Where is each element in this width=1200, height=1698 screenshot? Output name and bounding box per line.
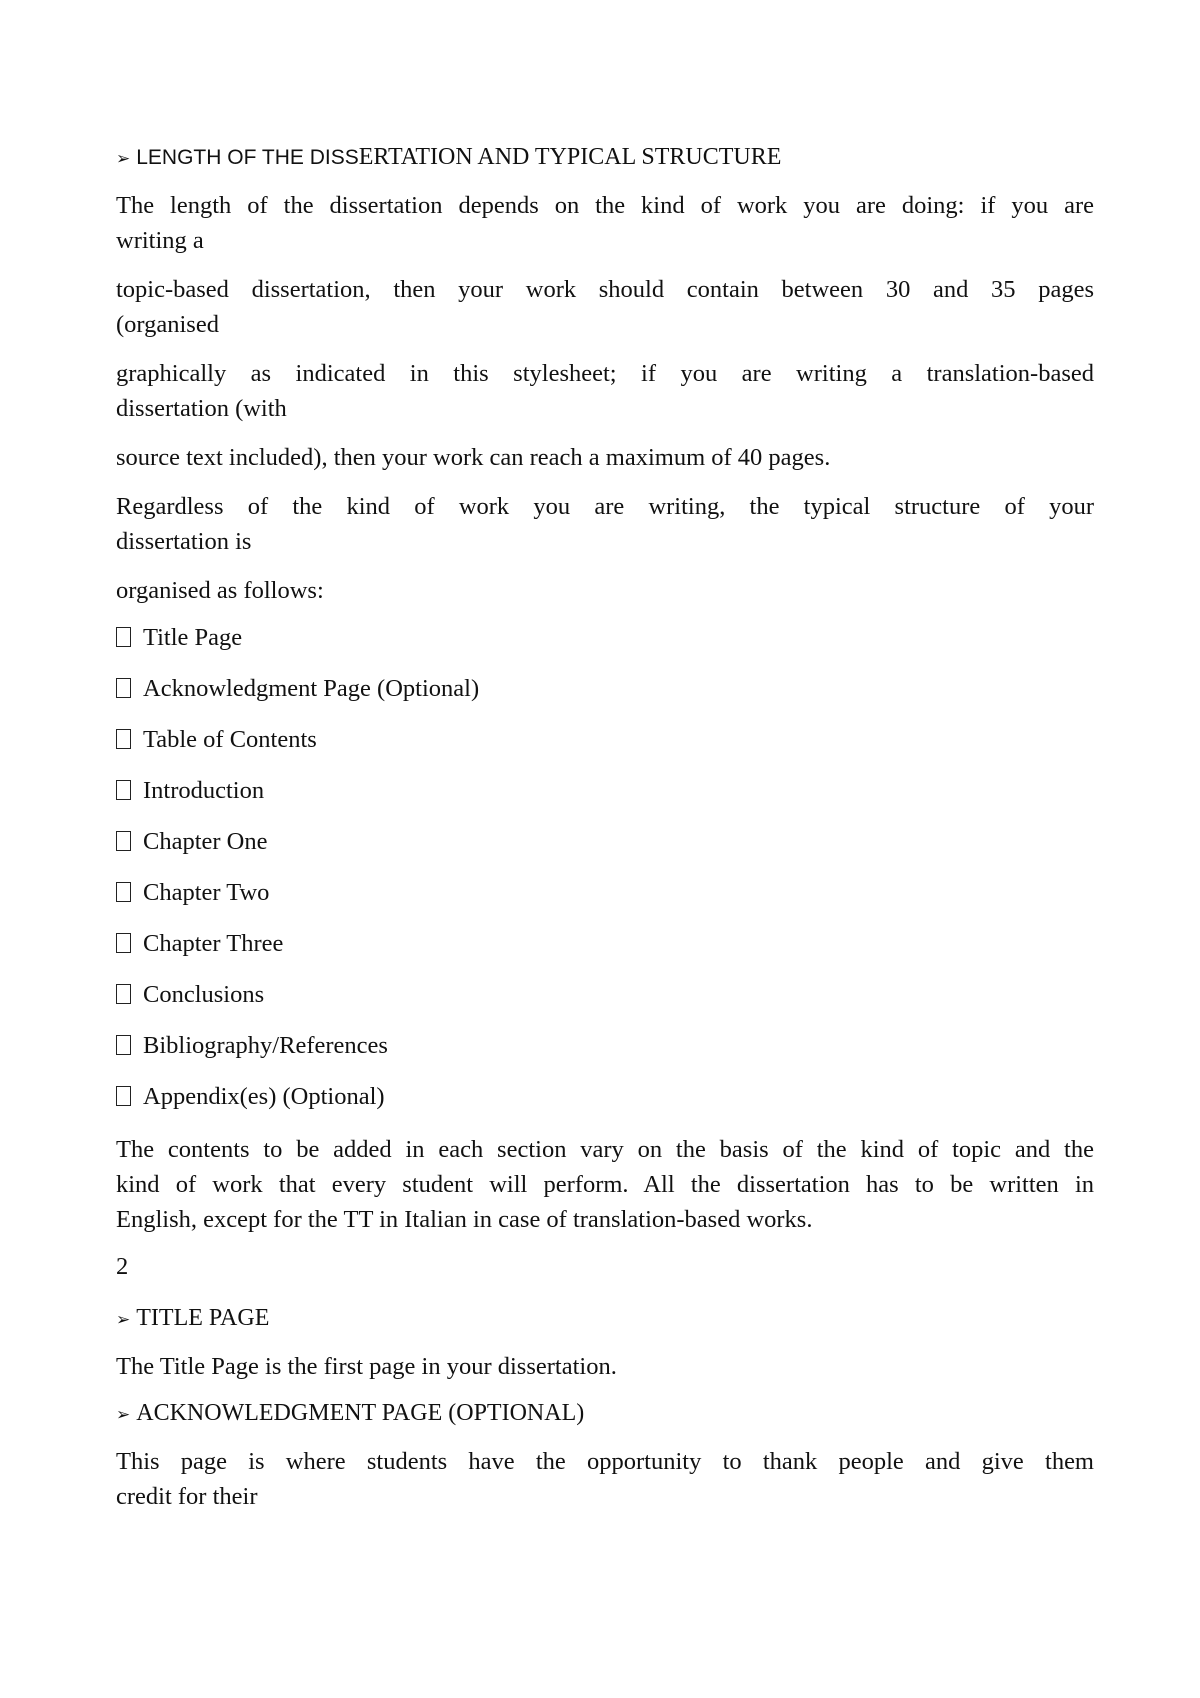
structure-list-item <box>116 979 1094 1010</box>
checkbox-bullet-icon <box>116 831 131 851</box>
paragraph-length-5 <box>116 489 1094 559</box>
heading-text: TITLE PAGE <box>136 1305 270 1331</box>
checkbox-bullet-icon <box>116 780 131 800</box>
paragraph-length-3 <box>116 356 1094 426</box>
checkbox-bullet-icon <box>116 729 131 749</box>
paragraph-length-6: organised as follows: <box>116 577 324 604</box>
structure-item-label: Chapter Two <box>143 879 270 906</box>
structure-list-item <box>116 877 1094 908</box>
paragraph-line: (organised <box>116 311 219 338</box>
paragraph-line: credit for their <box>116 1483 258 1510</box>
section-heading-length <box>116 142 1094 175</box>
structure-list-item <box>116 673 1094 704</box>
structure-list-item <box>116 622 1094 653</box>
heading-text: ACKNOWLEDGMENT PAGE (OPTIONAL) <box>136 1400 585 1426</box>
structure-item-label: Acknowledgment Page (Optional) <box>143 675 480 702</box>
paragraph-line: The contents to be added in each section vary on the basis of the kind of topic and the <box>116 1136 1094 1163</box>
structure-item-label: Table of Contents <box>143 726 317 753</box>
arrow-bullet-icon: ➢ <box>116 1310 131 1330</box>
structure-item-label: Title Page <box>143 624 243 651</box>
checkbox-bullet-icon <box>116 627 131 647</box>
structure-list-item <box>116 1081 1094 1112</box>
structure-list-item <box>116 928 1094 959</box>
paragraph-acknowledgment <box>116 1444 1094 1514</box>
paragraph-line: English, except for the TT in Italian in case of translation-based works. <box>116 1206 813 1233</box>
paragraph-line: topic-based dissertation, then your work should contain between 30 and 35 pages <box>116 276 1094 303</box>
paragraph-length-7 <box>116 1132 1094 1237</box>
structure-item-label: Bibliography/References <box>143 1032 388 1059</box>
checkbox-bullet-icon <box>116 984 131 1004</box>
page-number: 2 <box>116 1253 129 1280</box>
checkbox-bullet-icon <box>116 933 131 953</box>
paragraph-length-4: source text included), then your work can reach a maximum of 40 pages. <box>116 444 831 471</box>
structure-item-label: Chapter Three <box>143 930 284 957</box>
paragraph-line: graphically as indicated in this stylesheet; if you are writing a translation-based <box>116 360 1094 387</box>
paragraph-length-1 <box>116 188 1094 258</box>
document-page <box>116 142 1094 1528</box>
arrow-bullet-icon: ➢ <box>116 149 131 169</box>
structure-item-label: Introduction <box>143 777 265 804</box>
arrow-bullet-icon: ➢ <box>116 1405 131 1425</box>
heading-text-part-2: ERTATION AND TYPICAL STRUCTURE <box>358 144 782 170</box>
paragraph-line: The length of the dissertation depends on the kind of work you are doing: if you are <box>116 192 1094 219</box>
paragraph-line: This page is where students have the opportunity to thank people and give them <box>116 1448 1094 1475</box>
section-heading-acknowledgment <box>116 1398 1094 1431</box>
paragraph-title-page: The Title Page is the first page in your dissertation. <box>116 1353 617 1380</box>
checkbox-bullet-icon <box>116 882 131 902</box>
paragraph-line: kind of work that every student will perform. All the dissertation has to be written in <box>116 1171 1094 1198</box>
paragraph-line: dissertation (with <box>116 395 287 422</box>
structure-list-item <box>116 1030 1094 1061</box>
structure-list-item <box>116 826 1094 857</box>
checkbox-bullet-icon <box>116 1035 131 1055</box>
section-heading-title-page <box>116 1303 1094 1336</box>
paragraph-line: Regardless of the kind of work you are writing, the typical structure of your <box>116 493 1094 520</box>
paragraph-line: writing a <box>116 227 204 254</box>
paragraph-length-2 <box>116 272 1094 342</box>
structure-item-label: Conclusions <box>143 981 265 1008</box>
structure-list-item <box>116 775 1094 806</box>
structure-item-label: Appendix(es) (Optional) <box>143 1083 385 1110</box>
structure-item-label: Chapter One <box>143 828 268 855</box>
structure-list-item <box>116 724 1094 755</box>
paragraph-line: dissertation is <box>116 528 252 555</box>
checkbox-bullet-icon <box>116 1086 131 1106</box>
checkbox-bullet-icon <box>116 678 131 698</box>
heading-text-part-1: LENGTH OF THE DISS <box>136 146 359 169</box>
